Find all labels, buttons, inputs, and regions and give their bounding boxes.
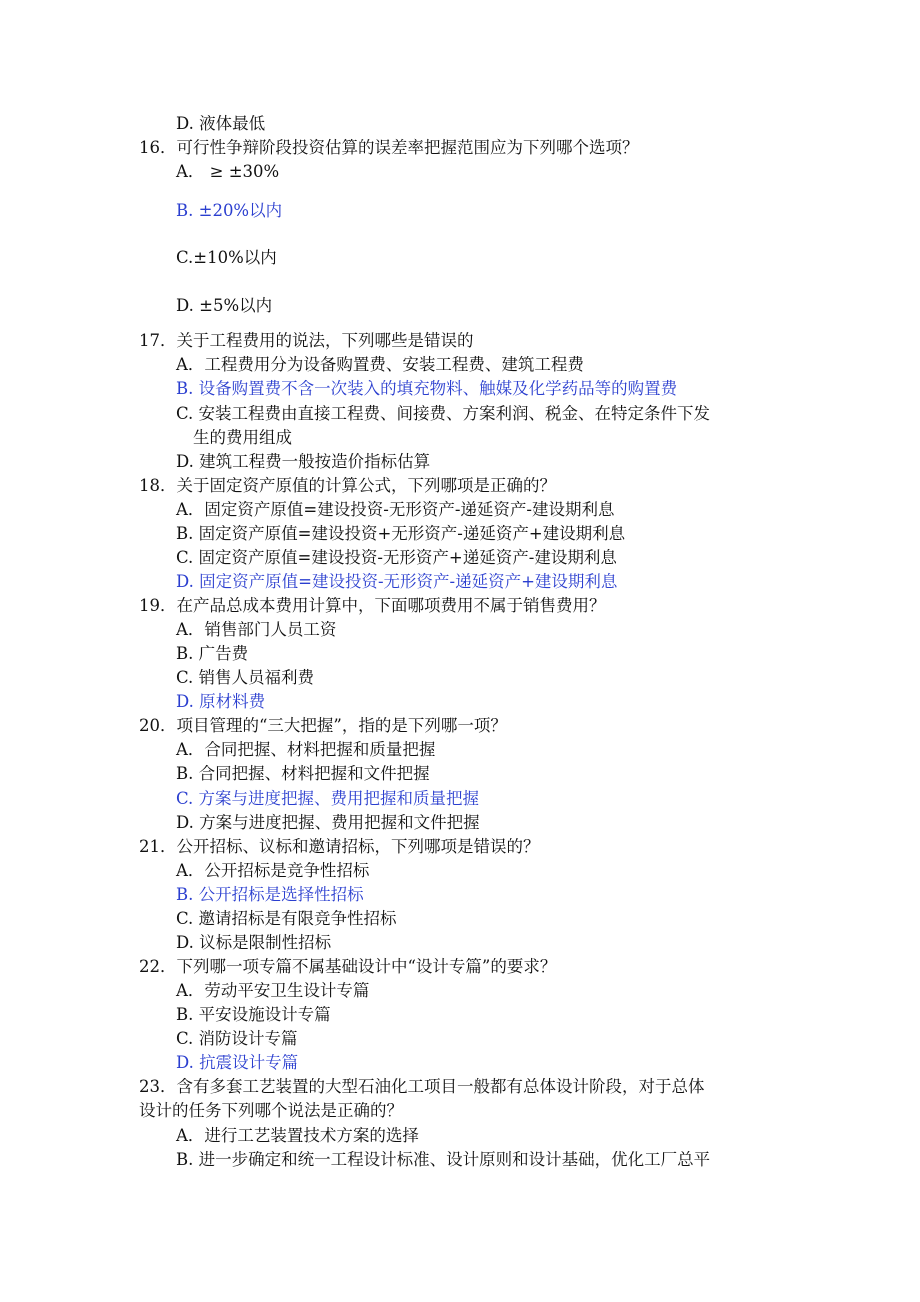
q21-option-a: A．公开招标是竞争性招标 [176,861,370,880]
q23-option-b: B. 进一步确定和统一工程设计标准、设计原则和设计基础，优化工厂总平 [176,1150,711,1169]
q19-question: 19．在产品总成本费用计算中，下面哪项费用不属于销售费用？ [139,596,606,615]
q21-option-d: D. 议标是限制性招标 [176,933,332,952]
q20-option-a: A．合同把握、材料把握和质量把握 [176,740,436,759]
q22-option-a: A．劳动平安卫生设计专篇 [176,981,370,1000]
q19-option-a: A．销售部门人员工资 [176,620,337,639]
q18-option-c: C. 固定资产原值=建设投资-无形资产+递延资产-建设期利息 [176,548,617,567]
q20-question: 20．项目管理的“三大把握”，指的是下列哪一项？ [139,716,507,735]
q21-option-b-answer: B. 公开招标是选择性招标 [176,885,364,904]
q16-option-d: D. ±5%以内 [176,296,273,315]
q18-option-a: A．固定资产原值=建设投资-无形资产-递延资产-建设期利息 [176,500,615,519]
q18-question: 18．关于固定资产原值的计算公式，下列哪项是正确的？ [139,476,556,495]
q18-option-d-answer: D. 固定资产原值=建设投资-无形资产-递延资产+建设期利息 [176,572,618,591]
q18-option-b: B. 固定资产原值=建设投资+无形资产-递延资产+建设期利息 [176,524,626,543]
q15-option-d: D. 液体最低 [176,114,266,133]
q20-option-d: D. 方案与进度把握、费用把握和文件把握 [176,813,480,832]
q17-option-c: C. 安装工程费由直接工程费、间接费、方案利润、税金、在特定条件下发 [176,404,711,423]
q16-option-a: A． ≥ ±30% [176,162,280,181]
q22-option-c: C. 消防设计专篇 [176,1029,298,1048]
q17-option-d: D. 建筑工程费一般按造价指标估算 [176,452,431,471]
q19-option-c: C. 销售人员福利费 [176,668,315,687]
q17-option-c-continued: 生的费用组成 [193,428,292,447]
q16-question: 16．可行性争辩阶段投资估算的误差率把握范围应为下列哪个选项？ [139,138,639,157]
q19-option-b: B. 广告费 [176,644,249,663]
q21-question: 21．公开招标、议标和邀请招标，下列哪项是错误的？ [139,837,540,856]
q16-option-b-answer: B. ±20%以内 [176,201,283,220]
q22-question: 22．下列哪一项专篇不属基础设计中“设计专篇”的要求？ [139,957,557,976]
q23-question: 23．含有多套工艺装置的大型石油化工项目一般都有总体设计阶段，对于总体 [139,1077,705,1096]
q19-option-d-answer: D. 原材料费 [176,692,266,711]
q20-option-c-answer: C. 方案与进度把握、费用把握和质量把握 [176,789,480,808]
q16-option-c: C.±10%以内 [176,248,277,267]
q23-question-continued: 设计的任务下列哪个说法是正确的？ [139,1101,403,1120]
q22-option-d-answer: D. 抗震设计专篇 [176,1053,299,1072]
q17-question: 17．关于工程费用的说法，下列哪些是错误的 [139,331,474,350]
q23-option-a: A．进行工艺装置技术方案的选择 [176,1126,419,1145]
q22-option-b: B. 平安设施设计专篇 [176,1005,331,1024]
q17-option-a: A．工程费用分为设备购置费、安装工程费、建筑工程费 [176,355,584,374]
q17-option-b-answer: B. 设备购置费不含一次装入的填充物料、触媒及化学药品等的购置费 [176,379,678,398]
q20-option-b: B. 合同把握、材料把握和文件把握 [176,764,430,783]
q21-option-c: C. 邀请招标是有限竞争性招标 [176,909,397,928]
